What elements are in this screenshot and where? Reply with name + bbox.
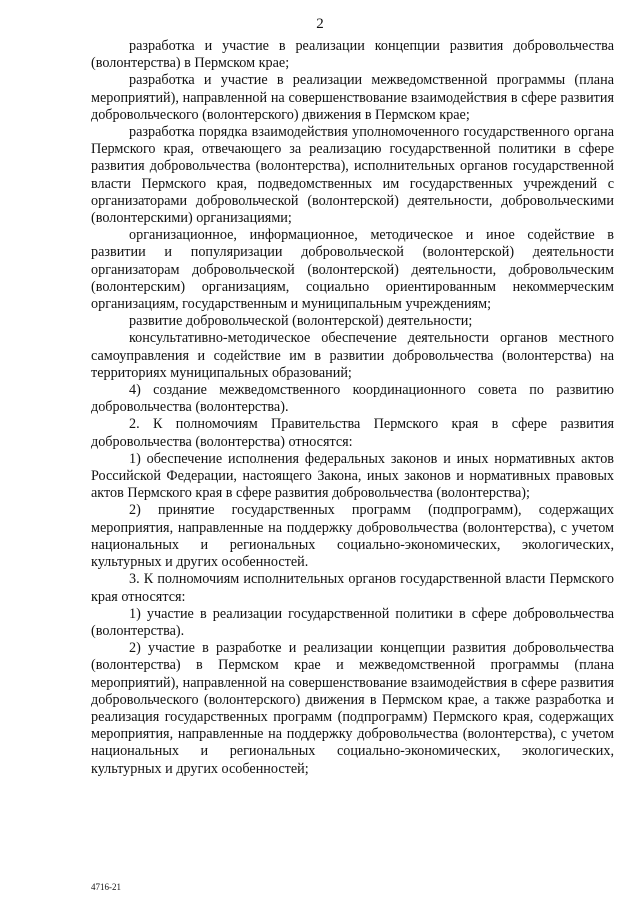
- paragraph: организационное, информационное, методическое и иное содействие в развитии и популяризации добровольческой (волонтерской) деятельности организаторам добровольческой (волонтерской) деятельности, добровольческим (волонтерским) организациям, социально ориентированным некоммерческим организациям, государственным и муниципальным учреждениям;: [91, 227, 614, 313]
- page-number: 2: [316, 16, 324, 32]
- paragraph: 1) участие в реализации государственной политики в сфере добровольчества (волонтерства).: [91, 605, 614, 639]
- paragraph: 2. К полномочиям Правительства Пермского края в сфере развития добровольчества (волонтерства) относятся:: [91, 416, 614, 450]
- paragraph: развитие добровольческой (волонтерской) деятельности;: [129, 313, 473, 330]
- paragraph: 4) создание межведомственного координационного совета по развитию добровольчества (волонтерства).: [91, 382, 614, 416]
- paragraph: 3. К полномочиям исполнительных органов государственной власти Пермского края относятся:: [91, 571, 614, 605]
- document-body: [91, 38, 614, 778]
- paragraph: разработка порядка взаимодействия уполномоченного государственного органа Пермского края, отвечающего за реализацию государственной политики в сфере развития добровольчества (волонтерства), исполнительных органов государственной власти Пермского края, подведомственных им государственных учреждений с организаторами добровольческой (волонтерской) деятельности, добровольческими (волонтерскими) организациями;: [91, 124, 614, 227]
- paragraph: 1) обеспечение исполнения федеральных законов и иных нормативных актов Российской Федерации, настоящего Закона, иных законов и нормативных правовых актов Пермского края в сфере развития добровольчества (волонтерства);: [91, 450, 614, 502]
- paragraph: консультативно-методическое обеспечение деятельности органов местного самоуправления и содействие им в развитии добровольчества (волонтерства) на территориях муниципальных образований;: [91, 330, 614, 381]
- paragraph: 2) участие в разработке и реализации концепции развития добровольчества (волонтерства) в Пермском крае и межведомственной программы (плана мероприятий), направленной на совершенствование взаимодействия в сфере развития добровольческого (волонтерского) движения в Пермском крае, а также разработка и реализация государственных программ (подпрограмм) Пермского края, содержащих мероприятия, направленные на поддержку добровольчества (волонтерства), с учетом национальных и региональных социально-экономических, экологических, культурных и других особенностей;: [91, 640, 614, 777]
- paragraph: разработка и участие в реализации концепции развития добровольчества (волонтерства) в Пермском крае;: [91, 38, 614, 72]
- paragraph: разработка и участие в реализации межведомственной программы (плана мероприятий), направленной на совершенствование взаимодействия в сфере развития добровольческого (волонтерского) движения в Пермском крае;: [91, 72, 614, 123]
- paragraph: 2) принятие государственных программ (подпрограмм), содержащих мероприятия, направленные на поддержку добровольчества (волонтерства), с учетом национальных и региональных социально-экономических, экологических, культурных и других особенностей.: [91, 502, 614, 571]
- document-code: 4716-21: [91, 882, 121, 892]
